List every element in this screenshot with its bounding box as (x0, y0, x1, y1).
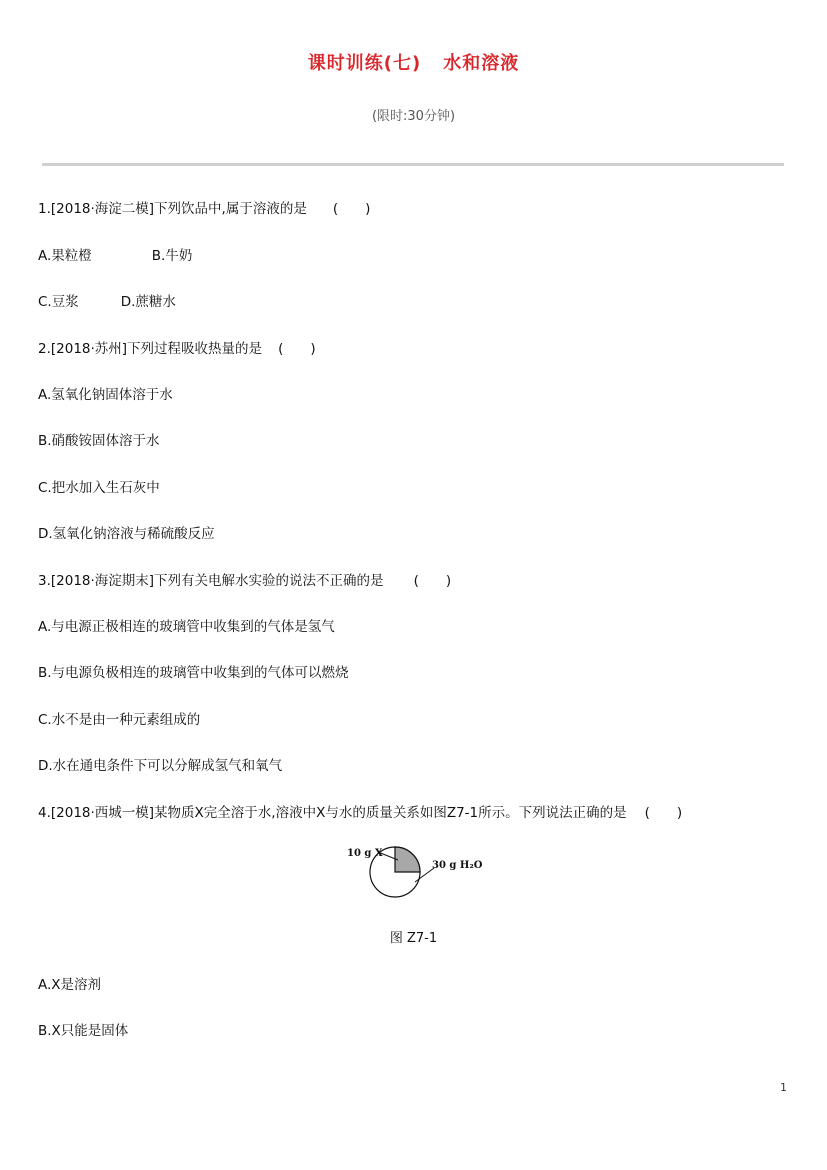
option: A.氢氧化钠固体溶于水 (38, 387, 173, 403)
option: C.豆浆 (38, 294, 79, 310)
question-1-stem: 1.[2018·海淀二模]下列饮品中,属于溶液的是 ( ) (38, 201, 371, 217)
option: C.把水加入生石灰中 (38, 480, 160, 496)
mass-ratio-pie-figure (345, 842, 485, 902)
question-2-stem: 2.[2018·苏州]下列过程吸收热量的是 ( ) (38, 341, 316, 357)
water-mass-label: 30 g H₂O (432, 860, 483, 871)
time-limit: (限时:30分钟) (371, 109, 456, 124)
option: D.氢氧化钠溶液与稀硫酸反应 (38, 526, 215, 542)
answer-bracket: ( ) (644, 805, 683, 821)
question-1-options-row1 (38, 244, 192, 264)
option: D.水在通电条件下可以分解成氢气和氧气 (38, 758, 283, 774)
header-divider (42, 163, 784, 166)
option: A.X是溶剂 (38, 977, 102, 993)
page-title (0, 49, 827, 75)
figure-caption: 图 Z7-1 (389, 931, 438, 946)
answer-bracket: ( ) (332, 201, 371, 217)
option: A.果粒橙 (38, 248, 92, 264)
option: B.与电源负极相连的玻璃管中收集到的气体可以燃烧 (38, 665, 349, 681)
x-sector (395, 847, 420, 872)
option: C.水不是由一种元素组成的 (38, 712, 201, 728)
option: B.X只能是固体 (38, 1023, 129, 1039)
answer-bracket: ( ) (413, 573, 452, 589)
question-3-stem: 3.[2018·海淀期末]下列有关电解水实验的说法不正确的是 ( ) (38, 573, 452, 589)
option: B.牛奶 (151, 248, 193, 264)
question-4-stem: 4.[2018·西城一模]某物质X完全溶于水,溶液中X与水的质量关系如图Z7-1所示。下列说法正确的是 ( ) (38, 805, 683, 821)
option: D.蔗糖水 (120, 294, 176, 310)
pie-diagram (345, 842, 485, 902)
page-number: 1 (780, 1081, 787, 1094)
x-mass-label: 10 g X (347, 848, 383, 859)
title-main: 课时训练(七) (307, 53, 422, 74)
option: B.硝酸铵固体溶于水 (38, 433, 160, 449)
answer-bracket: ( ) (278, 341, 316, 357)
option: A.与电源正极相连的玻璃管中收集到的气体是氢气 (38, 619, 335, 635)
title-topic: 水和溶液 (443, 53, 520, 74)
question-1-options-row2 (38, 290, 176, 310)
